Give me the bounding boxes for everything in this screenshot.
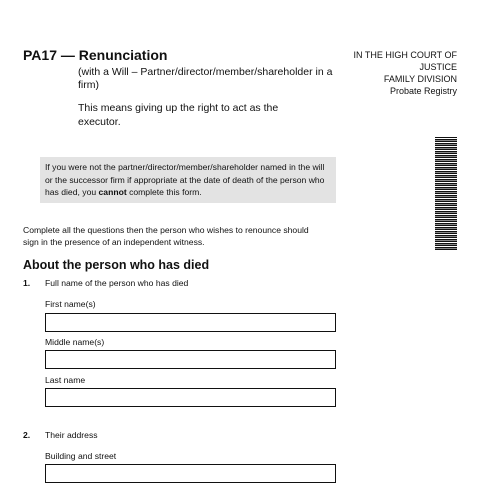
section-heading: About the person who has died — [23, 258, 210, 272]
question-number: 2. — [23, 430, 31, 440]
notice-box — [40, 157, 336, 203]
question-text: Their address — [45, 430, 98, 440]
first-name-field[interactable] — [45, 313, 336, 332]
question-text: Full name of the person who has died — [45, 278, 189, 288]
court-line: FAMILY DIVISION — [383, 74, 457, 84]
notice-text-end: complete this form. — [126, 187, 202, 197]
question-number: 1. — [23, 278, 31, 288]
middle-name-label: Middle name(s) — [45, 337, 105, 347]
title-dash: — — [60, 47, 75, 63]
notice-text: If you were not the partner/director/member/shareholder named in the will or the successor firm if appropriate at the date of death of the person who has died, you — [45, 162, 325, 197]
barcode — [435, 137, 457, 251]
court-line: Probate Registry — [389, 86, 457, 96]
form-subtitle: (with a Will – Partner/director/member/shareholder in a firm) — [78, 66, 333, 91]
form-title — [23, 47, 167, 63]
court-line: IN THE HIGH COURT OF — [353, 50, 457, 60]
court-details — [307, 49, 457, 97]
form-meaning: This means giving up the right to act as the executor. — [78, 102, 279, 128]
last-name-field[interactable] — [45, 388, 336, 407]
court-line: JUSTICE — [419, 62, 457, 72]
first-name-label: First name(s) — [45, 299, 96, 309]
middle-name-field[interactable] — [45, 350, 336, 369]
building-street-field[interactable] — [45, 464, 336, 483]
building-street-label: Building and street — [45, 451, 117, 461]
last-name-label: Last name — [45, 375, 86, 385]
instructions: Complete all the questions then the person who wishes to renounce should sign in the presence of an independent witness. — [23, 225, 309, 247]
form-name: Renunciation — [78, 47, 168, 63]
form-code: PA17 — [23, 47, 57, 63]
notice-emphasis: cannot — [98, 187, 127, 197]
